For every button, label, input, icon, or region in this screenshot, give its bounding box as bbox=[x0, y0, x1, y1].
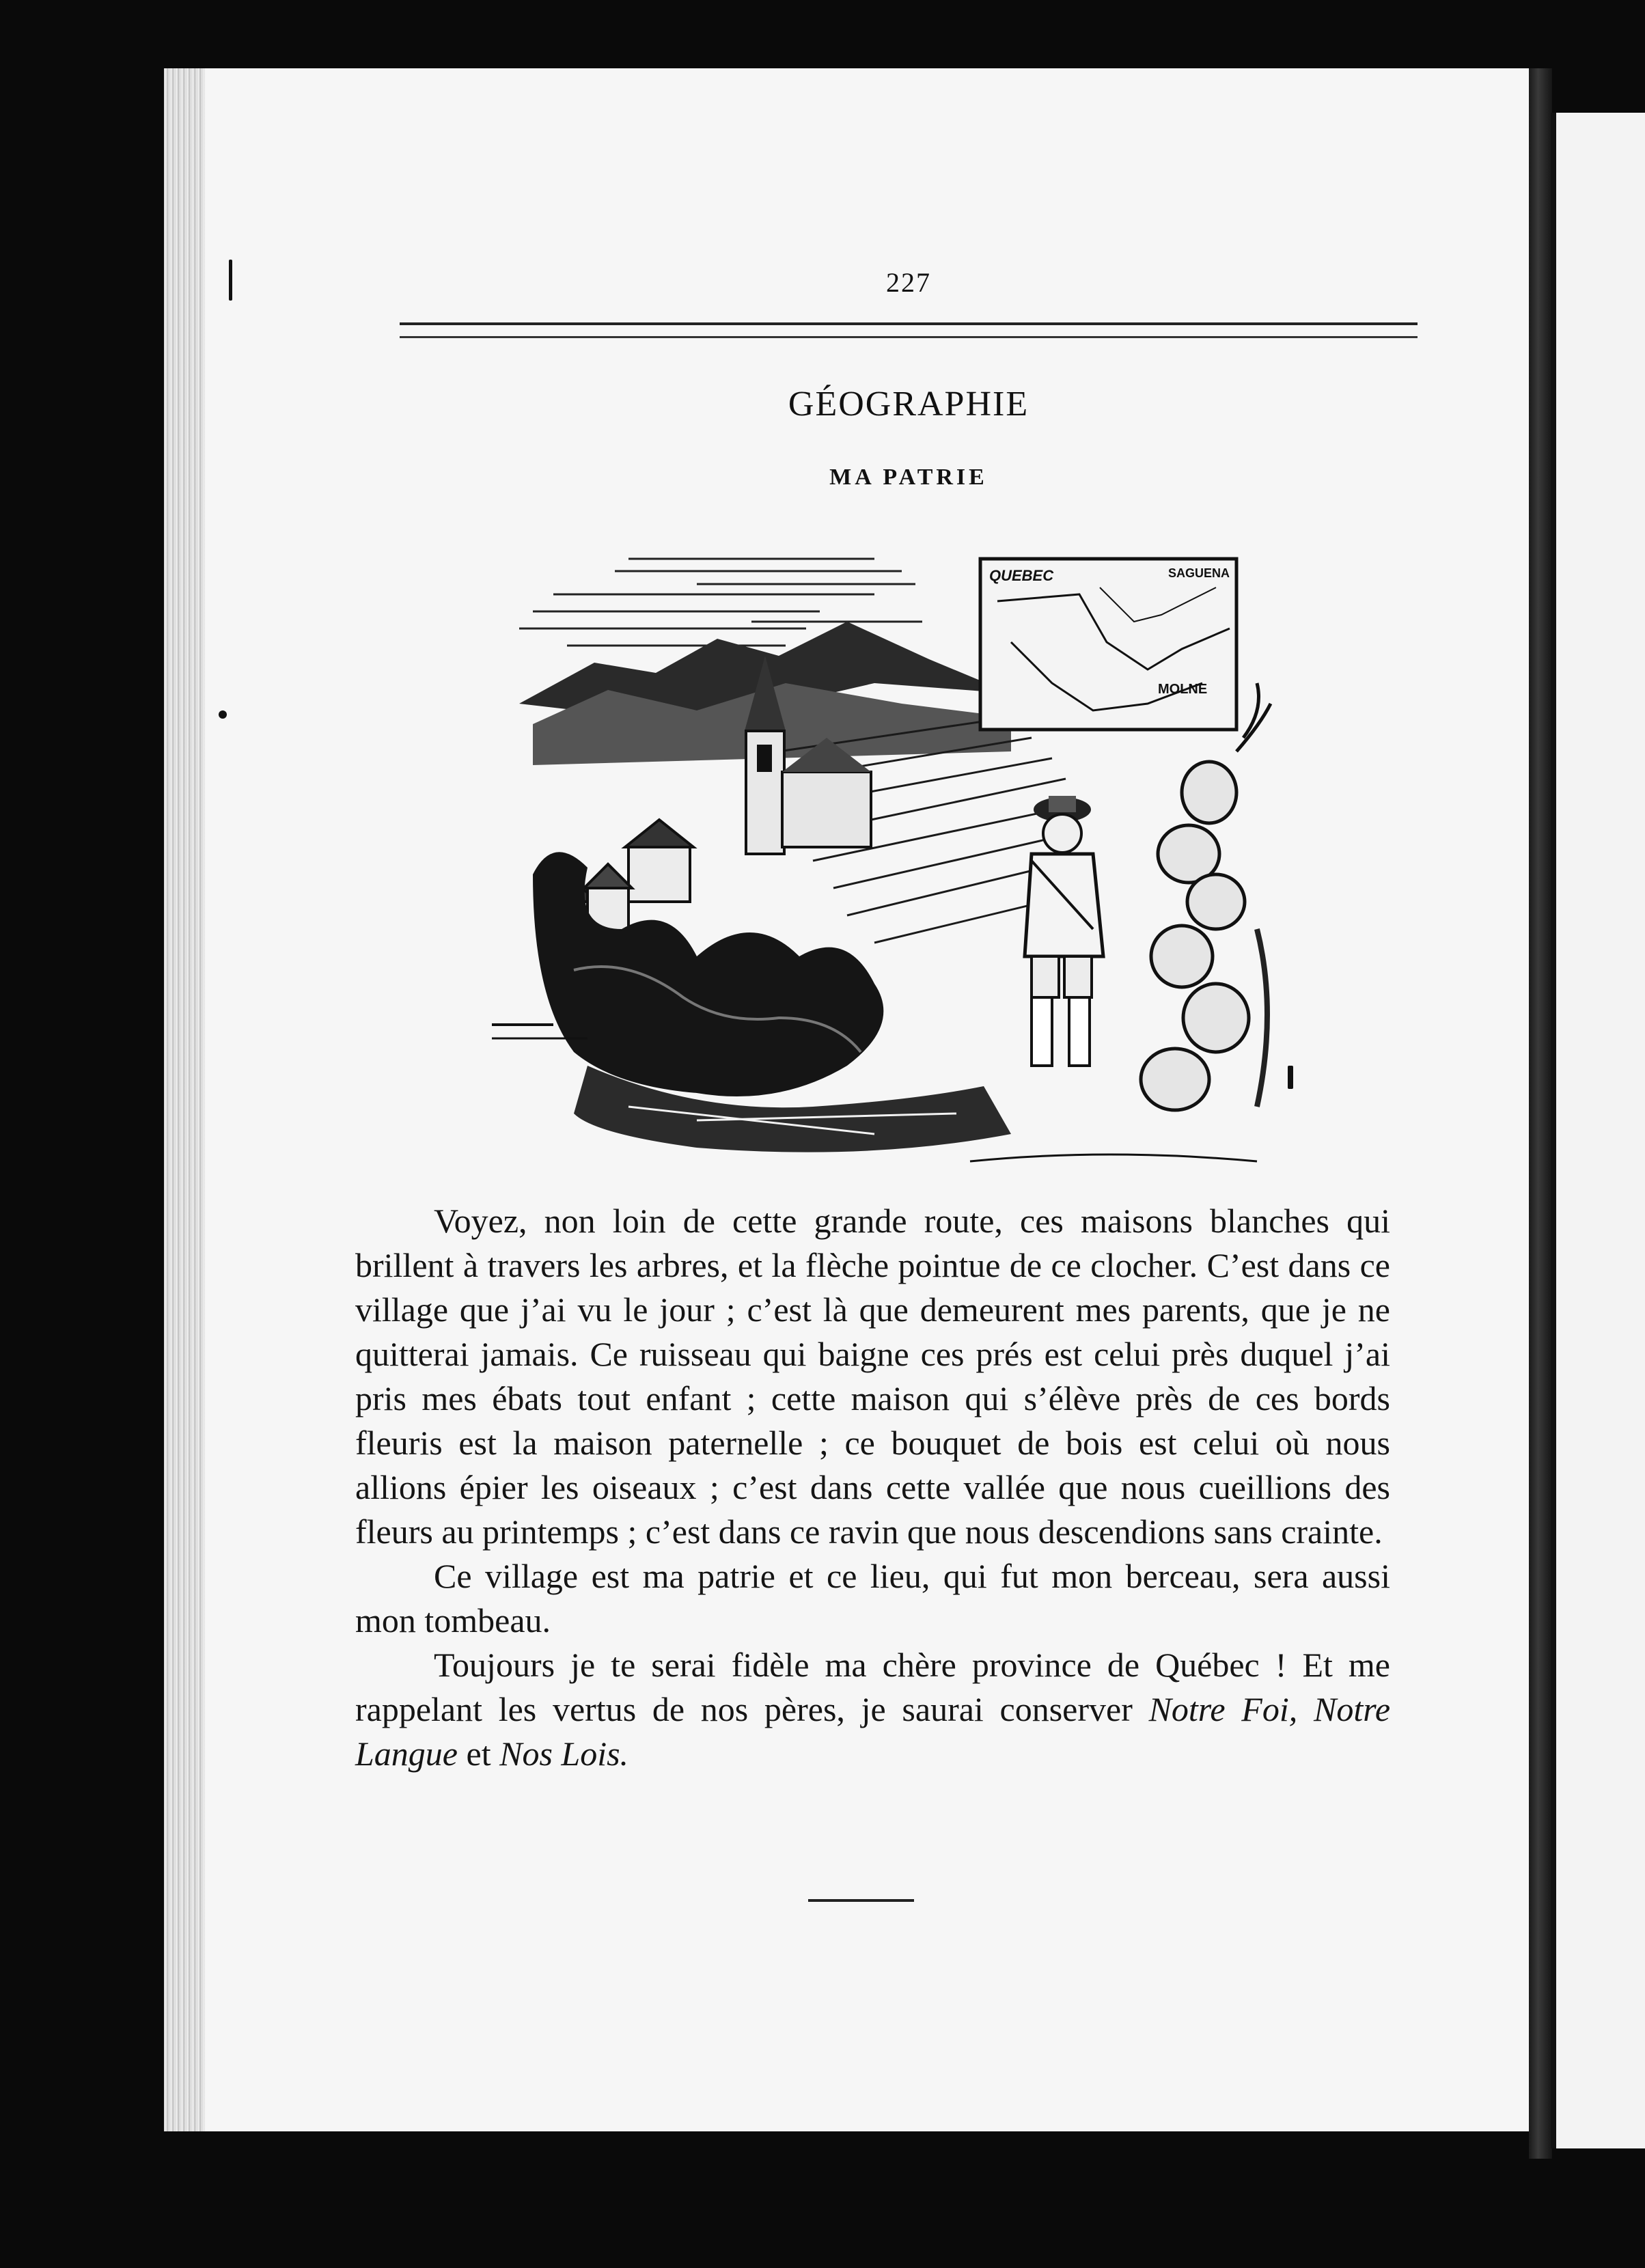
section-title: GÉOGRAPHIE bbox=[788, 385, 1029, 424]
paragraph-3-lead: Toujours je te serai fidèle ma chère province de Québec ! Et me rappelant les vertus de nos pères, je saurai conserver bbox=[355, 1646, 1390, 1728]
boy-figure bbox=[1025, 796, 1103, 1066]
scan-speck bbox=[219, 710, 227, 719]
map-label-saguenay: SAGUENA bbox=[1168, 566, 1230, 580]
paragraph-1: Voyez, non loin de cette grande route, ces maisons blanches qui brillent à travers les arbres, et la flèche pointue de ce clocher. C’est dans ce village que j’ai vu le jour ; c’est là que demeurent mes parents, que je ne quitterai jamais. Ce ruisseau qui baigne ces prés est celui près duquel j’ai pris mes ébats tout enfant ; cette maison qui s’élève près de ces bords fleuris est la maison paternelle ; ce bouquet de bois est celui où nous allions épier les oiseaux ; c’est dans cette vallée que nous cueillions des fleurs au printemps ; c’est dans ce ravin que nous descendions sans crainte. bbox=[355, 1202, 1390, 1551]
village-illustration bbox=[492, 547, 1277, 1175]
header-rule bbox=[400, 322, 1418, 325]
page-number: 227 bbox=[886, 267, 931, 298]
notre-langue: Notre Langue bbox=[355, 1690, 1391, 1773]
nos-lois: Nos Lois. bbox=[499, 1734, 629, 1773]
paragraph-3 bbox=[355, 1643, 1390, 1776]
map-label-quebec: QUEBEC bbox=[989, 567, 1054, 584]
scan-speck bbox=[229, 260, 232, 301]
book-gutter bbox=[1529, 68, 1552, 2159]
conjunction-et: et bbox=[466, 1734, 491, 1773]
end-rule bbox=[808, 1899, 914, 1902]
notre-foi: Notre Foi, bbox=[1148, 1690, 1298, 1728]
subtitle: MA PATRIE bbox=[829, 465, 988, 490]
paragraph-2: Ce village est ma patrie et ce lieu, qui fut mon berceau, sera aussi mon tombeau. bbox=[355, 1557, 1390, 1640]
body-text bbox=[355, 1199, 1390, 1776]
scan-speck bbox=[1288, 1066, 1293, 1089]
facing-page bbox=[1551, 113, 1645, 2148]
header-rule-secondary bbox=[400, 336, 1418, 338]
map-label-rimouski: MOLNE bbox=[1158, 682, 1208, 697]
rock-wall bbox=[1141, 762, 1249, 1110]
quebec-map-inset bbox=[980, 559, 1236, 730]
